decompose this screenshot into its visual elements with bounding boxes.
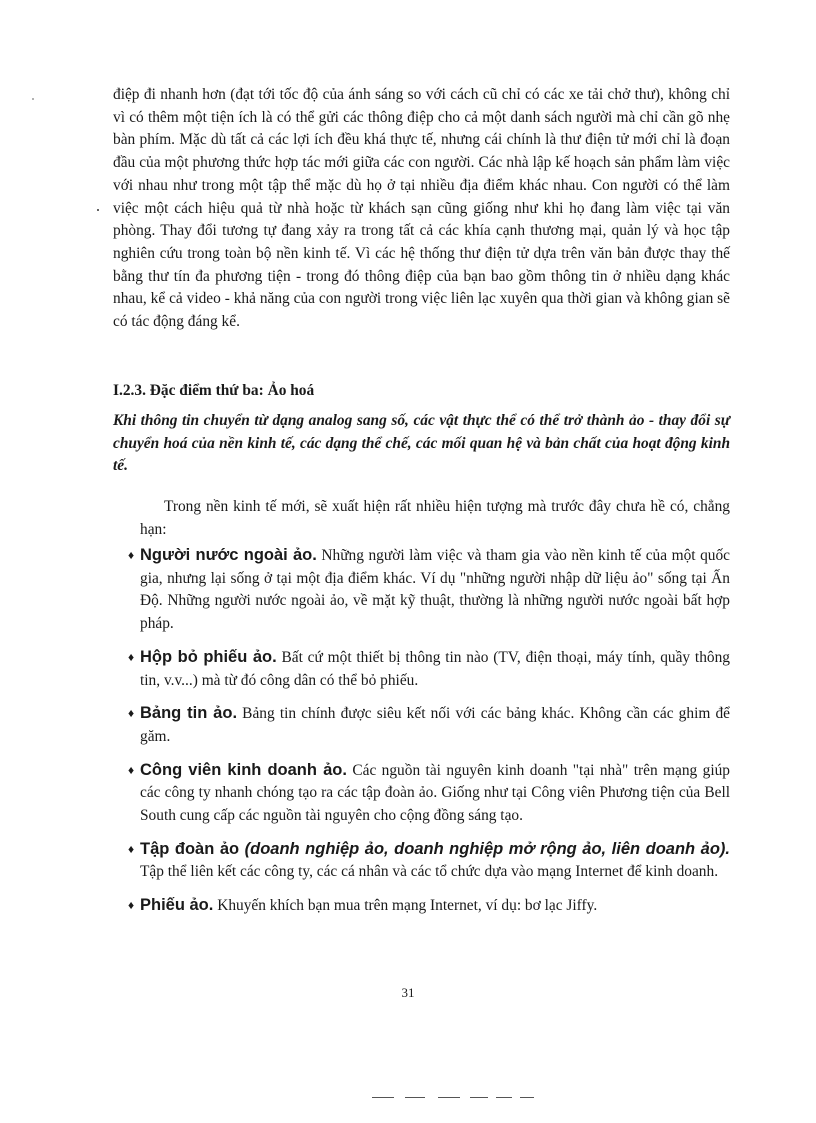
- bullet-term: Phiếu ảo.: [140, 896, 214, 915]
- scan-artifact-line: [520, 1097, 534, 1098]
- scan-artifact-line: [405, 1097, 425, 1098]
- list-item: [128, 646, 730, 692]
- list-item: [128, 838, 730, 884]
- scan-speck: [32, 98, 34, 100]
- diamond-bullet-icon: ♦: [128, 706, 135, 721]
- scan-speck: [97, 209, 99, 211]
- bullet-term: Công viên kinh doanh ảo.: [140, 760, 347, 779]
- bullet-text: Bảng tin chính được siêu kết nối với các bảng khác. Không cần các ghim để găm.: [140, 705, 730, 745]
- scan-artifact-line: [372, 1097, 394, 1098]
- diamond-bullet-icon: ♦: [128, 898, 135, 913]
- bullet-text: Những người làm việc và tham gia vào nền kinh tế của một quốc gia, nhưng lại sống ở tại một địa điểm khác. Ví dụ "những người nhập dữ liệu ảo" sống tại Ấn Độ. Những người nước ngoài ảo, về mặt kỹ thuật, thường là những người nước ngoài bất hợp pháp.: [140, 547, 730, 633]
- diamond-bullet-icon: ♦: [128, 841, 135, 856]
- list-item: [128, 702, 730, 748]
- scan-artifact-line: [438, 1097, 460, 1098]
- bullet-term: Tập đoàn ảo: [140, 839, 240, 858]
- bullet-text: Tập thể liên kết các công ty, các cá nhân và các tổ chức dựa vào mạng Internet để kinh doanh.: [140, 863, 719, 881]
- bullet-term: Bảng tin ảo.: [140, 704, 238, 723]
- diamond-bullet-icon: ♦: [128, 649, 135, 664]
- body-paragraph: điệp đi nhanh hơn (đạt tới tốc độ của ánh sáng so với cách cũ chỉ có các xe tải chở thư), không chỉ vì có thêm một tiện ích là có thể gửi các thông điệp cho cả một danh sách người mà chỉ cần gõ nhẹ bàn phím. Mặc dù tất cả các lợi ích đều khá thực tế, nhưng cái chính là thư điện tử mới chỉ là đoạn đầu của một phương thức hợp tác mới giữa các con người. Các nhà lập kế hoạch sản phẩm làm việc với nhau như trong một tập thể mặc dù họ ở tại nhiều địa điểm khác nhau. Con người có thể làm việc một cách hiệu quả từ nhà hoặc từ khách sạn cũng giống như khi họ đang làm việc tại văn phòng. Thay đổi tương tự đang xảy ra trong tất cả các khía cạnh thương mại, quản lý và học tập nghiên cứu trong toàn bộ nền kinh tế. Vì các hệ thống thư điện tử dựa trên văn bản được thay thế bằng thư tín đa phương tiện - trong đó thông điệp của bạn bao gồm thông tin ở nhiều dạng khác nhau, kể cả video - khả năng của con người trong việc liên lạc xuyên qua thời gian và không gian sẽ có tác động đáng kể.: [113, 86, 730, 331]
- page-number: 31: [401, 985, 415, 1000]
- list-item: [128, 894, 730, 918]
- bullet-list: [128, 544, 730, 918]
- bullet-text: Bất cứ một thiết bị thông tin nào (TV, điện thoại, máy tính, quầy thông tin, v.v...) mà từ đó công dân có thể bỏ phiếu.: [140, 648, 730, 689]
- section-heading: I.2.3. Đặc điểm thứ ba: Ảo hoá: [113, 382, 315, 399]
- list-item: [128, 759, 730, 828]
- lead-paragraph: Khi thông tin chuyển từ dạng analog sang số, các vật thực thể có thể trở thành ảo - thay đổi sự chuyển hoá của nền kinh tế, các dạng thể chế, các mối quan hệ và bản chất của hoạt động kinh tế.: [113, 412, 730, 475]
- bullet-term-italic: (doanh nghiệp ảo, doanh nghiệp mở rộng ảo, liên doanh ảo).: [239, 839, 730, 858]
- list-item: [128, 544, 730, 636]
- diamond-bullet-icon: ♦: [128, 762, 135, 777]
- bullet-text: Khuyến khích bạn mua trên mạng Internet, ví dụ: bơ lạc Jiffy.: [213, 897, 598, 915]
- scan-artifact-line: [496, 1097, 512, 1098]
- bullet-term: Hộp bỏ phiếu ảo.: [140, 647, 277, 666]
- intro-paragraph: Trong nền kinh tế mới, sẽ xuất hiện rất nhiều hiện tượng mà trước đây chưa hề có, chẳng hạn:: [140, 498, 730, 538]
- bullet-term: Người nước ngoài ảo.: [140, 546, 317, 564]
- bullet-text: Các nguồn tài nguyên kinh doanh "tại nhà" trên mạng giúp các công ty nhanh chóng tạo ra các tập đoàn ảo. Giống như tại Công viên Phương tiện của Bell South cung cấp các nguồn tài nguyên cho cộng đồng sáng tạo.: [140, 761, 731, 825]
- scan-artifact-line: [470, 1097, 488, 1098]
- diamond-bullet-icon: ♦: [128, 548, 135, 562]
